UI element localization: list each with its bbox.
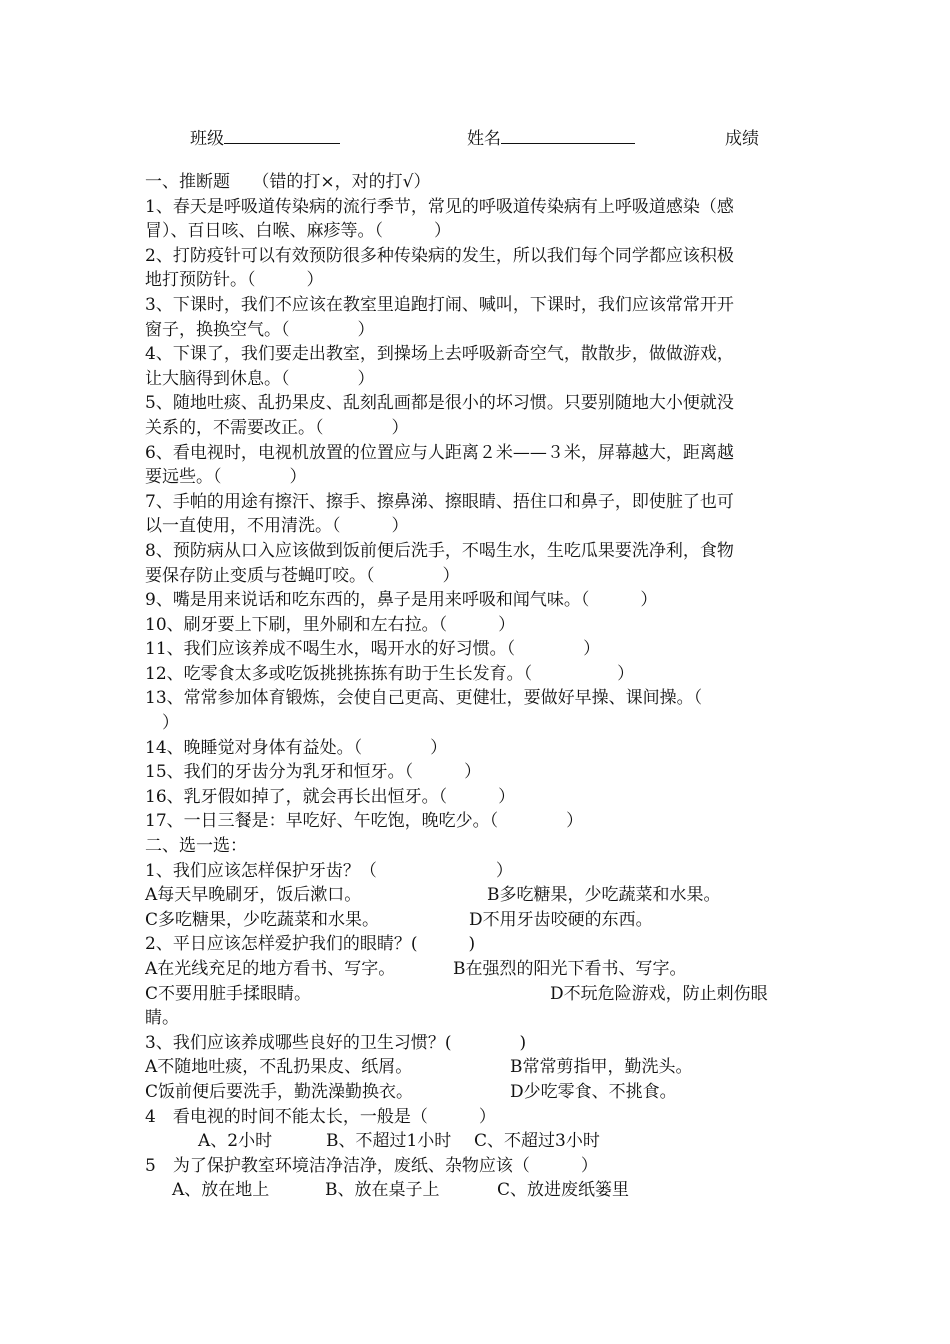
- question-10: 10、刷牙要上下刷，里外刷和左右拉。（ ）: [145, 614, 516, 635]
- question-5-line-1: 5、随地吐痰、乱扔果皮、乱刻乱画都是很小的坏习惯。只要别随地大小便就没: [145, 393, 734, 414]
- choice-1-option-d: D不用牙齿咬硬的东西。: [469, 909, 653, 930]
- choice-4-option-a: A、2小时: [198, 1131, 273, 1152]
- class-label: 班级: [190, 129, 224, 149]
- choice-1-option-a: A每天早晚刷牙，饭后漱口。: [145, 885, 362, 906]
- choice-2-option-d-tail: 睛。: [145, 1008, 179, 1029]
- question-7-line-2: 以一直使用，不用清洗。（ ）: [145, 516, 409, 537]
- question-11: 11、我们应该养成不喝生水，喝开水的好习惯。（ ）: [145, 639, 601, 660]
- section-1-title: 一、推断题 （错的打×，对的打√）: [145, 172, 431, 192]
- question-17: 17、一日三餐是：早吃好、午吃饱，晚吃少。（ ）: [145, 811, 584, 832]
- question-1-line-1: 1、春天是呼吸道传染病的流行季节，常见的呼吸道传染病有上呼吸道感染（感: [145, 196, 734, 217]
- choice-1-options-row-2: [145, 908, 813, 933]
- question-2-line-2: 地打预防针。（ ）: [145, 270, 324, 291]
- question-4-line-1: 4、下课了，我们要走出教室，到操场上去呼吸新奇空气，散散步，做做游戏，: [145, 344, 734, 365]
- question-13-line-2: ）: [145, 713, 179, 734]
- choice-5-option-a: A、放在地上: [172, 1180, 270, 1201]
- question-8-line-2: 要保存防止变质与苍蝇叮咬。（ ）: [145, 565, 460, 586]
- name-label: 姓名: [467, 129, 501, 149]
- choice-1-title: 1、我们应该怎样保护牙齿？（ ）: [145, 860, 513, 881]
- question-4-line-2: 让大脑得到休息。（ ）: [145, 368, 375, 389]
- choice-2-option-d: D不玩危险游戏，防止刺伤眼: [550, 983, 768, 1004]
- choice-3-option-d: D少吃零食、不挑食。: [510, 1081, 677, 1102]
- choice-3-option-c: C饭前便后要洗手，勤洗澡勤换衣。: [145, 1081, 414, 1102]
- question-13-line-1: 13、常常参加体育锻炼，会使自己更高、更健壮，要做好早操、课间操。（: [145, 688, 703, 709]
- question-14: 14、晚睡觉对身体有益处。（ ）: [145, 737, 448, 758]
- choice-3-options-row-2: [145, 1080, 813, 1105]
- choice-4-option-c: C、不超过3小时: [474, 1131, 600, 1152]
- question-15: 15、我们的牙齿分为乳牙和恒牙。（ ）: [145, 762, 482, 783]
- choice-5-options: [145, 1178, 813, 1203]
- choice-2-option-b: B在强烈的阳光下看书、写字。: [453, 959, 687, 979]
- exam-content: [145, 170, 813, 1203]
- question-9: 9、嘴是用来说话和吃东西的，鼻子是用来呼吸和闻气味。（ ）: [145, 590, 658, 611]
- choice-4-title: 4 看电视的时间不能太长，一般是（ ）: [145, 1106, 496, 1127]
- choice-4-options: [145, 1129, 813, 1154]
- choice-5-option-b: B、放在桌子上: [325, 1180, 440, 1201]
- choice-2-options-row-1: [145, 957, 813, 982]
- choice-2-title: 2、平日应该怎样爱护我们的眼睛？( ): [145, 934, 476, 955]
- choice-3-options-row-1: [145, 1055, 813, 1080]
- question-1-line-2: 冒）、百日咳、白喉、麻疹等。（ ）: [145, 221, 451, 242]
- choice-5-option-c: C、放进废纸篓里: [497, 1180, 630, 1201]
- header: [0, 124, 950, 154]
- question-6-line-1: 6、看电视时，电视机放置的位置应与人距离２米——３米，屏幕越大，距离越: [145, 442, 734, 463]
- name-field: [467, 124, 635, 149]
- choice-3-title: 3、我们应该养成哪些良好的卫生习惯？( ): [145, 1032, 527, 1053]
- name-blank[interactable]: [501, 125, 635, 144]
- score-label: 成绩: [725, 129, 759, 149]
- question-16: 16、乳牙假如掉了，就会再长出恒牙。（ ）: [145, 786, 516, 807]
- class-field: [190, 124, 340, 149]
- question-2-line-1: 2、打防疫针可以有效预防很多种传染病的发生，所以我们每个同学都应该积极: [145, 245, 734, 266]
- choice-5-title: 5 为了保护教室环境洁净洁净，废纸、杂物应该（ ）: [145, 1155, 598, 1176]
- question-6-line-2: 要远些。（ ）: [145, 467, 307, 488]
- choice-3-option-b: B常常剪指甲，勤洗头。: [510, 1057, 693, 1078]
- choice-4-option-b: B、不超过1小时: [326, 1131, 452, 1152]
- question-12: 12、吃零食太多或吃饭挑挑拣拣有助于生长发育。（ ）: [145, 663, 635, 684]
- question-8-line-1: 8、预防病从口入应该做到饭前便后洗手，不喝生水，生吃瓜果要洗净利，食物: [145, 540, 734, 561]
- question-3-line-2: 窗子，换换空气。（ ）: [145, 319, 375, 340]
- section-2-title: 二、选一选：: [145, 836, 247, 857]
- choice-2-option-c: C不要用脏手揉眼睛。: [145, 983, 312, 1004]
- class-blank[interactable]: [224, 125, 340, 144]
- question-5-line-2: 关系的，不需要改正。（ ）: [145, 417, 409, 438]
- question-7-line-1: 7、手帕的用途有擦汗、擦手、擦鼻涕、擦眼睛、捂住口和鼻子，即使脏了也可: [145, 491, 734, 512]
- choice-2-option-a: A在光线充足的地方看书、写字。: [145, 959, 396, 979]
- choice-1-options-row-1: [145, 883, 813, 908]
- question-3-line-1: 3、下课时，我们不应该在教室里追跑打闹、喊叫，下课时，我们应该常常开开: [145, 294, 734, 315]
- choice-1-option-c: C多吃糖果，少吃蔬菜和水果。: [145, 909, 380, 930]
- choice-1-option-b: B多吃糖果，少吃蔬菜和水果。: [487, 885, 721, 906]
- choice-3-option-a: A不随地吐痰，不乱扔果皮、纸屑。: [145, 1057, 413, 1078]
- choice-2-options-row-2: [145, 982, 813, 1007]
- score-field: [725, 124, 759, 149]
